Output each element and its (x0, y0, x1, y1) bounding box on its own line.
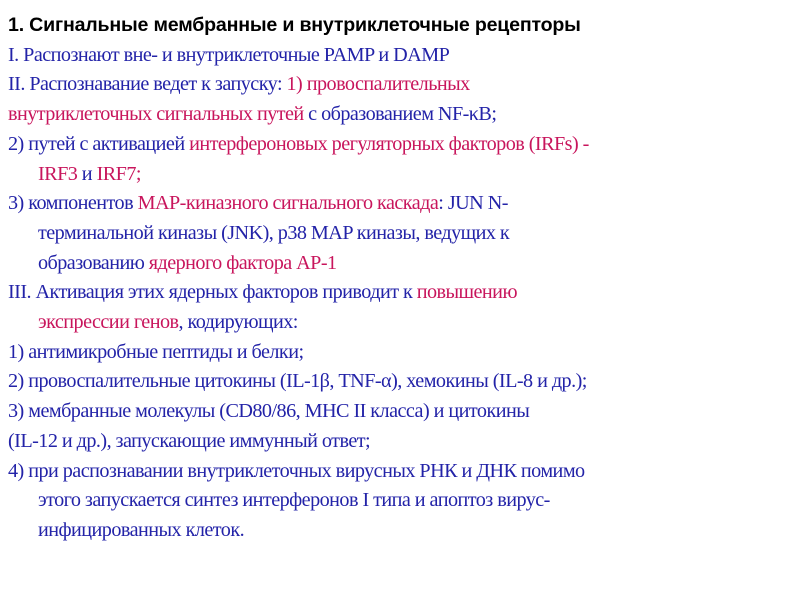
slide-title: 1. Сигнальные мембранные и внутриклеточные рецепторы (8, 14, 581, 36)
text-line (8, 427, 794, 457)
body-text: образованию (38, 251, 149, 274)
body-text: 3) мембранные молекулы (CD80/86, MHC II класса) и цитокины (8, 400, 530, 423)
text-line (8, 397, 794, 427)
body-text: 3) компонентов (8, 192, 138, 215)
body-text: инфицированных клеток. (38, 518, 245, 541)
body-text: II. Распознавание ведет к запуску: (8, 73, 287, 96)
highlighted-text: интерфероновых регуляторных факторов (IRFs) - (189, 132, 589, 155)
text-line (8, 41, 794, 71)
highlighted-text: MAP-киназного сигнального каскада (137, 192, 439, 215)
body-text: с образованием NF-κB; (303, 103, 497, 126)
text-line (8, 486, 794, 516)
text-line (8, 457, 794, 487)
text-line (8, 249, 794, 279)
highlighted-text: экспрессии генов (38, 311, 179, 334)
body-text: 2) провоспалительные цитокины (IL-1β, TNF-α), хемокины (IL-8 и др.); (8, 370, 587, 393)
body-text: I. Распознают вне- и внутриклеточные PAMP и DAMP (8, 43, 450, 66)
body-text: 2) путей с активацией (8, 132, 190, 155)
body-text: и (77, 162, 97, 185)
text-line (8, 308, 794, 338)
highlighted-text: повышению (416, 281, 517, 304)
body-text: этого запускается синтез интерферонов I типа и апоптоз вирус- (38, 489, 550, 512)
highlighted-text: ядерного фактора AP-1 (148, 251, 337, 274)
text-line (8, 219, 794, 249)
body-text: (IL-12 и др.), запускающие иммунный ответ; (8, 429, 371, 452)
highlighted-text: IRF7; (96, 162, 141, 185)
text-line (8, 100, 794, 130)
text-line (8, 516, 794, 546)
text-line (8, 160, 794, 190)
body-text: терминальной киназы (JNK), p38 MAP киназы, ведущих к (38, 221, 510, 244)
slide-content (8, 11, 794, 546)
highlighted-text: IRF3 (38, 162, 78, 185)
text-line (8, 338, 794, 368)
body-text: : JUN N- (438, 192, 508, 215)
text-line (8, 367, 794, 397)
highlighted-text: внутриклеточных сигнальных путей (8, 103, 304, 126)
text-line (8, 189, 794, 219)
highlighted-text: 1) провоспалительных (286, 73, 470, 96)
text-line (8, 70, 794, 100)
text-line (8, 130, 794, 160)
body-text: 4) при распознавании внутриклеточных вирусных РНК и ДНК помимо (8, 459, 585, 482)
body-text: , кодирующих: (178, 311, 298, 334)
body-text: 1) антимикробные пептиды и белки; (8, 340, 304, 363)
body-text: III. Активация этих ядерных факторов приводит к (8, 281, 417, 304)
slide-body (8, 41, 794, 546)
text-line (8, 278, 794, 308)
